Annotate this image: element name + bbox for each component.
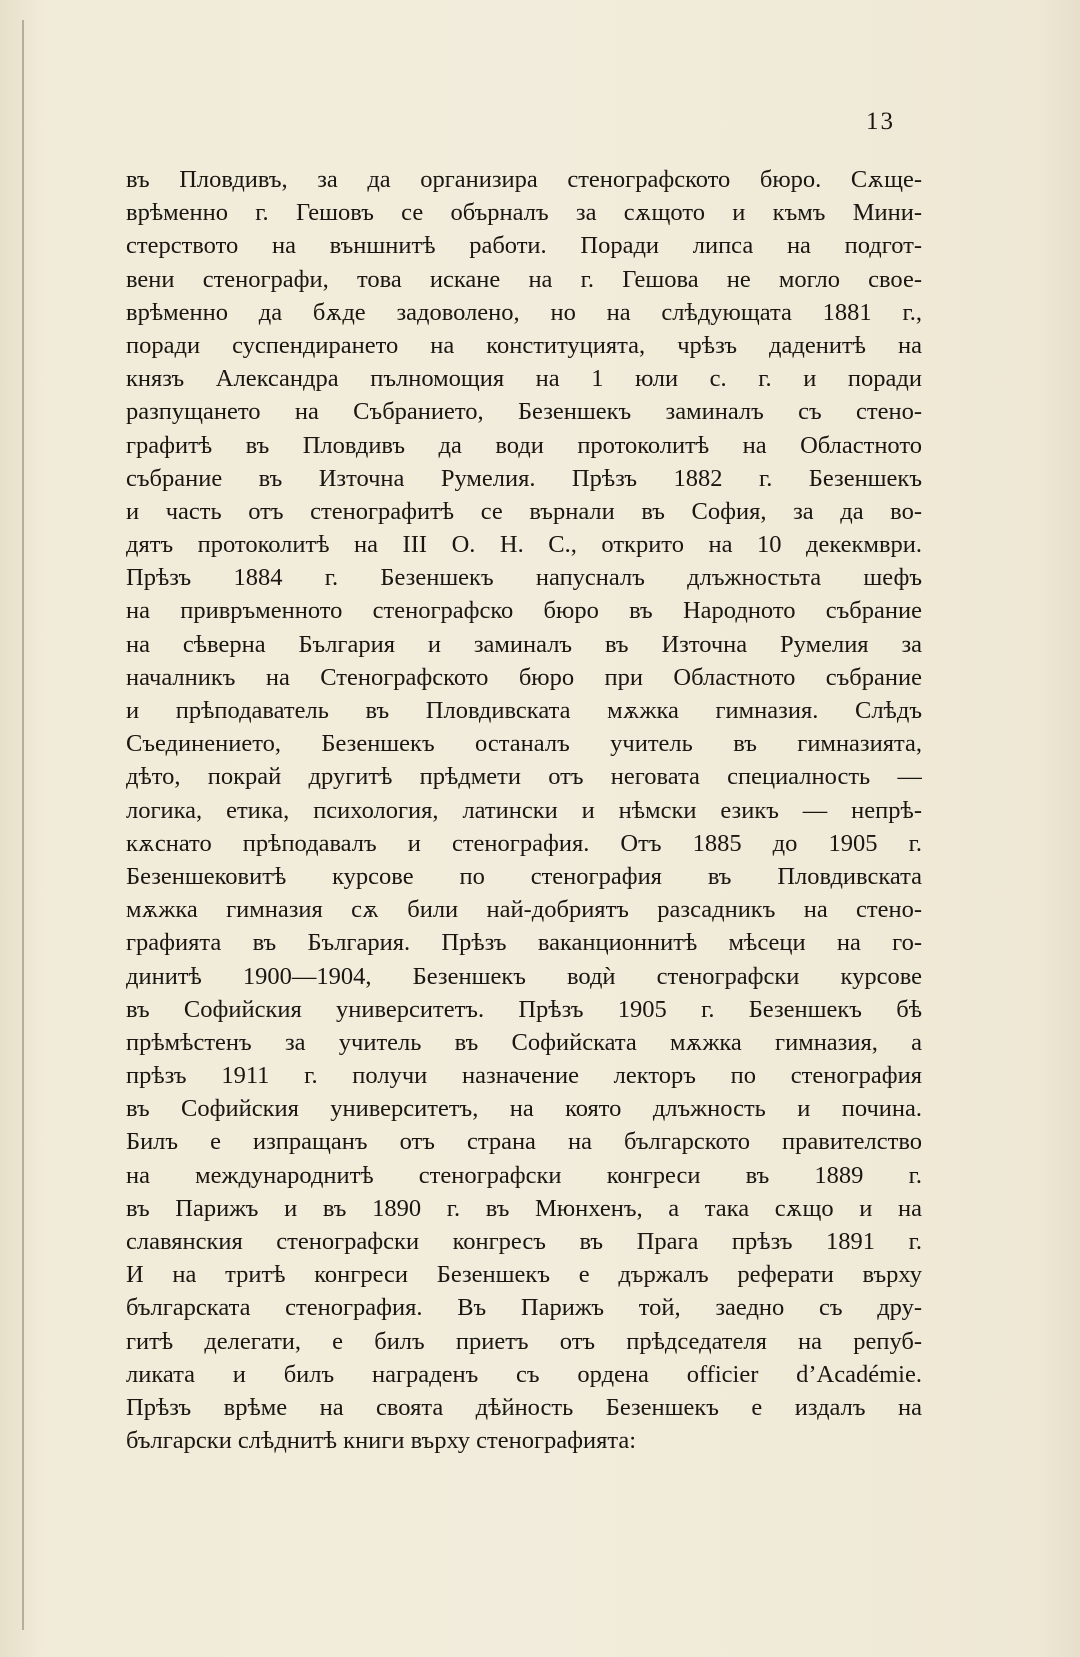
- text-line: гитѣ делегати, е билъ приетъ отъ прѣдседателя на репуб-: [126, 1327, 922, 1355]
- text-line: въ Софийския университетъ, на която длъжность и почина.: [126, 1095, 922, 1123]
- text-line: И на тритѣ конгреси Безеншекъ е държалъ реферати върху: [126, 1261, 922, 1289]
- text-line: славянския стенографски конгресъ въ Прага прѣзъ 1891 г.: [126, 1228, 922, 1255]
- text-line: български слѣднитѣ книги върху стенографията:: [126, 1427, 637, 1455]
- text-line: въ Парижъ и въ 1890 г. въ Мюнхенъ, а така сѫщо и на: [126, 1194, 922, 1222]
- text-line: Прѣзъ 1884 г. Безеншекъ напусналъ длъжностьта шефъ: [126, 564, 922, 592]
- text-line: врѣменно да бѫде задоволено, но на слѣдующата 1881 г.,: [126, 298, 922, 326]
- text-line: князъ Александра пълномощия на 1 юли с. г. и поради: [126, 365, 922, 393]
- text-line: кѫснато прѣподавалъ и стенография. Отъ 1885 до 1905 г.: [126, 829, 922, 857]
- text-line: на привръменното стенографско бюро въ Народното събрание: [126, 597, 922, 625]
- text-line: дѣто, покрай другитѣ прѣдмети отъ неговата специалность —: [126, 763, 922, 791]
- text-line: въ Пловдивъ, за да организира стенографското бюро. Сѫще-: [126, 166, 922, 193]
- text-line: стерството на външнитѣ работи. Поради липса на подгот-: [126, 232, 922, 260]
- text-line: Съединението, Безеншекъ останалъ учитель въ гимназията,: [126, 730, 922, 758]
- text-line: прѣмѣстенъ за учитель въ Софийската мѫжка гимназия, а: [126, 1028, 922, 1056]
- text-line: прѣзъ 1911 г. получи назначение лекторъ по стенография: [126, 1062, 922, 1090]
- text-line: логика, етика, психология, латински и нѣмски езикъ — непрѣ-: [126, 796, 922, 824]
- text-line: вени стенографи, това искане на г. Гешова не могло свое-: [126, 265, 922, 293]
- text-line: дятъ протоколитѣ на III О. Н. С., открито на 10 декекмври.: [126, 531, 922, 559]
- text-line: динитѣ 1900—1904, Безеншекъ водѝ стенографски курсове: [126, 962, 922, 990]
- text-line: разпущането на Събранието, Безеншекъ заминалъ съ стено-: [126, 398, 922, 426]
- text-line: началникъ на Стенографското бюро при Областното събрание: [126, 663, 922, 691]
- text-line: и прѣподаватель въ Пловдивската мѫжка гимназия. Слѣдъ: [126, 697, 922, 724]
- text-line: българската стенография. Въ Парижъ той, заедно съ дру-: [126, 1294, 922, 1322]
- text-line: Билъ е изпращанъ отъ страна на българското правителство: [126, 1128, 922, 1156]
- text-line: и часть отъ стенографитѣ се върнали въ София, за да во-: [126, 497, 922, 525]
- text-line: събрание въ Източна Румелия. Прѣзъ 1882 г. Безеншекъ: [126, 464, 922, 492]
- text-line: Прѣзъ врѣме на своята дѣйность Безеншекъ е издалъ на: [126, 1393, 922, 1421]
- text-line: поради суспендирането на конституцията, чрѣзъ даденитѣ на: [126, 331, 922, 359]
- text-line: ликата и билъ награденъ съ ордена officier d’Académie.: [126, 1360, 922, 1388]
- text-line: графитѣ въ Пловдивъ да води протоколитѣ на Областното: [126, 431, 922, 459]
- text-line: на сѣверна България и заминалъ въ Източна Румелия за: [126, 630, 922, 658]
- text-line: на международнитѣ стенографски конгреси въ 1889 г.: [126, 1161, 922, 1189]
- text-line: въ Софийския университетъ. Прѣзъ 1905 г. Безеншекъ бѣ: [126, 995, 922, 1023]
- body-text: [126, 163, 922, 1457]
- text-line: Безеншековитѣ курсове по стенография въ Пловдивската: [126, 862, 922, 890]
- text-line: мѫжка гимназия сѫ били най-добриятъ разсадникъ на стено-: [126, 896, 922, 924]
- text-line: графията въ България. Прѣзъ ваканционнитѣ мѣсеци на го-: [126, 929, 922, 957]
- text-line: врѣменно г. Гешовъ се обърналъ за сѫщото и къмъ Мини-: [126, 199, 922, 227]
- page-number: 13: [866, 108, 895, 135]
- binding-edge: [22, 20, 24, 1630]
